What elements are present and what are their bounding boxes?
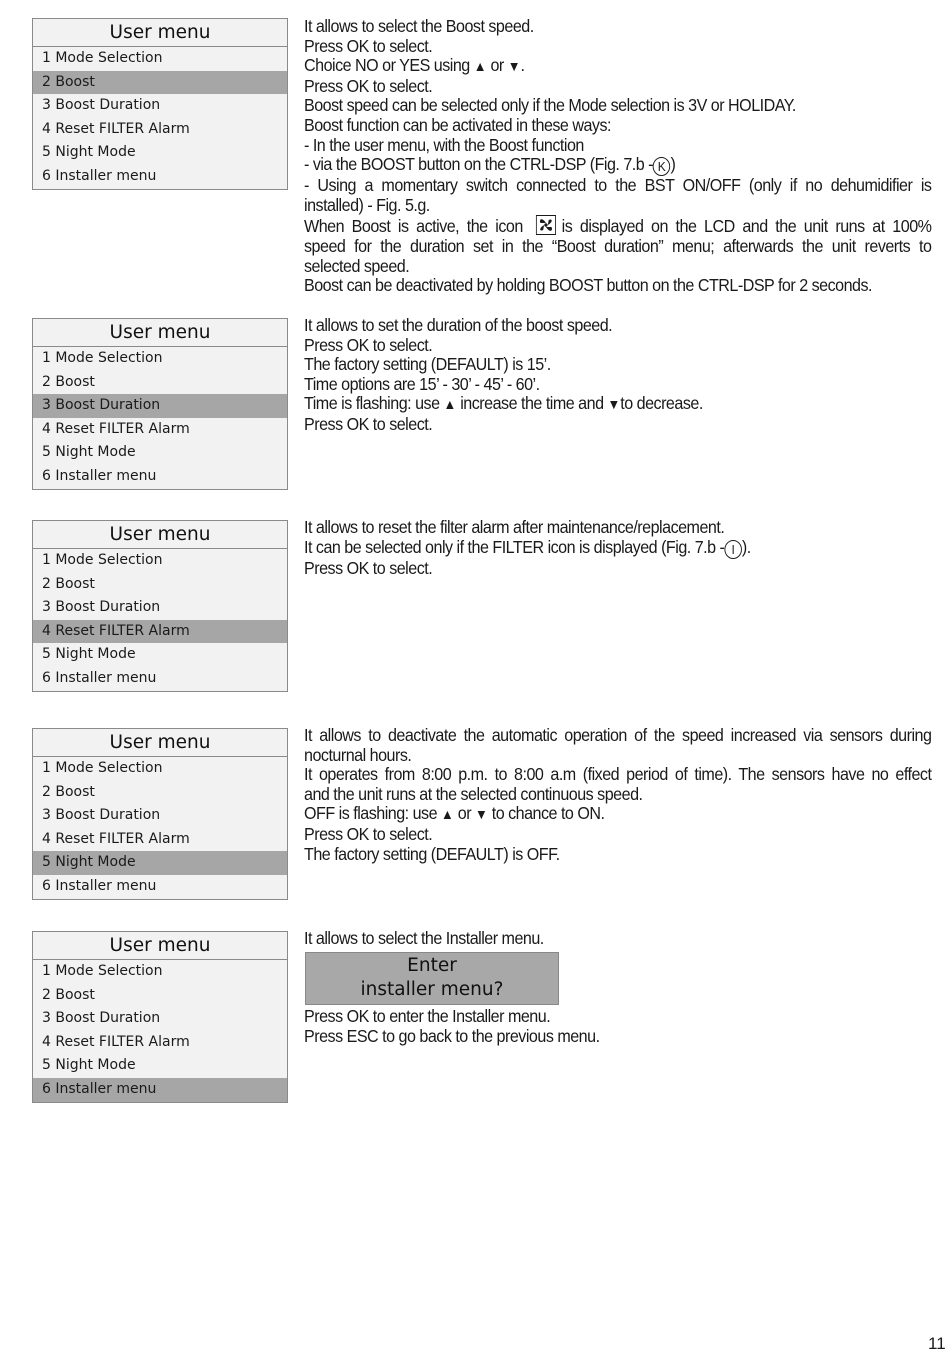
menu-item-installer-menu[interactable]: 6 Installer menu bbox=[42, 669, 157, 686]
text-line: Press OK to select. bbox=[304, 413, 433, 434]
menu-item-night-mode[interactable]: 5 Night Mode bbox=[42, 444, 136, 461]
user-menu-installer bbox=[32, 931, 288, 1103]
menu-item-installer-menu[interactable]: 6 Installer menu bbox=[42, 467, 157, 484]
text-line: Press OK to enter the Installer menu. bbox=[304, 1006, 551, 1026]
text-line: Press OK to select. bbox=[304, 35, 433, 56]
menu-item-boost[interactable]: 2 Boost bbox=[42, 373, 95, 390]
menu-title: User menu bbox=[33, 319, 287, 347]
text-line: Press OK to select. bbox=[304, 823, 433, 844]
menu-item-boost[interactable]: 2 Boost bbox=[33, 71, 287, 95]
text-line: It allows to select the Installer menu. bbox=[304, 928, 544, 948]
menu-item-mode-selection[interactable]: 1 Mode Selection bbox=[42, 760, 163, 776]
boost-description bbox=[304, 16, 932, 296]
text-line: It can be selected only if the FILTER icon is displayed (Fig. 7.b - I ). bbox=[304, 536, 751, 557]
menu-title: User menu bbox=[33, 521, 287, 549]
text-line: It allows to set the duration of the boost speed. bbox=[304, 315, 613, 335]
text-span: to chance to ON. bbox=[491, 803, 605, 824]
up-triangle-icon: ▲ bbox=[441, 806, 454, 823]
text-line: nocturnal hours. bbox=[304, 744, 412, 765]
menu-item-night-mode[interactable]: 5 Night Mode bbox=[42, 1057, 136, 1074]
menu-item-reset-filter-alarm[interactable]: 4 Reset FILTER Alarm bbox=[42, 420, 190, 437]
text-line: selected speed. bbox=[304, 255, 410, 276]
down-triangle-icon: ▼ bbox=[607, 396, 621, 413]
menu-item-installer-menu[interactable]: 6 Installer menu bbox=[42, 877, 157, 894]
text-line: Press OK to select. bbox=[304, 334, 433, 355]
menu-item-night-mode[interactable]: 5 Night Mode bbox=[33, 851, 287, 875]
menu-item-installer-menu[interactable]: 6 Installer menu bbox=[33, 1078, 287, 1102]
menu-item-night-mode[interactable]: 5 Night Mode bbox=[42, 144, 136, 161]
dialog-line: installer menu? bbox=[360, 979, 504, 1000]
menu-item-boost[interactable]: 2 Boost bbox=[42, 575, 95, 592]
text-span: to decrease. bbox=[620, 393, 703, 414]
menu-item-boost-duration[interactable]: 3 Boost Duration bbox=[42, 1010, 161, 1027]
page-number: 11 bbox=[928, 1334, 946, 1353]
text-line: Boost function can be activated in these ways: bbox=[304, 114, 611, 135]
text-span: - via the BOOST button on the CTRL-DSP (Fig. 7.b - bbox=[304, 154, 654, 175]
menu-item-boost[interactable]: 2 Boost bbox=[42, 783, 95, 800]
text-line: Boost can be deactivated by holding BOOST button on the CTRL-DSP for 2 seconds. bbox=[304, 275, 873, 296]
text-span: It can be selected only if the FILTER icon is displayed (Fig. 7.b - bbox=[304, 536, 725, 557]
text-span: is displayed on the LCD and the unit runs at 100% bbox=[561, 216, 932, 237]
text-line: and the unit runs at the selected continuous speed. bbox=[304, 783, 643, 804]
text-line: Choice NO or YES using ▲ or ▼. bbox=[304, 55, 525, 76]
menu-item-reset-filter-alarm[interactable]: 4 Reset FILTER Alarm bbox=[42, 1033, 190, 1050]
menu-item-reset-filter-alarm[interactable]: 4 Reset FILTER Alarm bbox=[42, 120, 190, 137]
menu-title: User menu bbox=[33, 729, 287, 757]
down-triangle-icon: ▼ bbox=[507, 58, 521, 75]
reset-filter-description bbox=[304, 518, 882, 578]
text-line: Press OK to select. bbox=[304, 557, 433, 578]
text-line: Press OK to select. bbox=[304, 75, 433, 96]
user-menu-boost bbox=[32, 18, 288, 190]
menu-item-mode-selection[interactable]: 1 Mode Selection bbox=[42, 350, 163, 366]
menu-item-boost[interactable]: 2 Boost bbox=[42, 986, 95, 1003]
menu-item-boost-duration[interactable]: 3 Boost Duration bbox=[42, 599, 161, 616]
text-line: It operates from 8:00 p.m. to 8:00 a.m (fixed period of time). The sensors have no effect bbox=[304, 764, 932, 785]
text-line bbox=[304, 215, 931, 237]
filter-i-icon: I bbox=[724, 540, 741, 559]
dialog-line: Enter bbox=[407, 955, 457, 976]
boost-duration-description bbox=[304, 316, 882, 435]
text-line: Time options are 15’ - 30’ - 45’ - 60’. bbox=[304, 373, 540, 394]
text-line bbox=[304, 804, 882, 825]
menu-item-mode-selection[interactable]: 1 Mode Selection bbox=[42, 963, 163, 979]
boost-k-icon: K bbox=[653, 157, 670, 176]
text-span: or bbox=[457, 803, 472, 824]
up-triangle-icon: ▲ bbox=[443, 396, 457, 413]
text-line: The factory setting (DEFAULT) is OFF. bbox=[304, 843, 560, 864]
text-line: It allows to select the Boost speed. bbox=[304, 16, 534, 36]
user-menu-night-mode bbox=[32, 728, 288, 900]
installer-description-top bbox=[304, 929, 882, 949]
menu-item-installer-menu[interactable]: 6 Installer menu bbox=[42, 167, 157, 184]
text-line: It allows to reset the filter alarm after maintenance/replacement. bbox=[304, 517, 725, 537]
fan-icon bbox=[536, 215, 556, 235]
up-triangle-icon: ▲ bbox=[473, 58, 487, 75]
menu-item-reset-filter-alarm[interactable]: 4 Reset FILTER Alarm bbox=[33, 620, 287, 644]
enter-installer-menu-dialog[interactable] bbox=[305, 952, 559, 1005]
user-menu-reset-filter bbox=[32, 520, 288, 692]
text-line bbox=[304, 394, 882, 415]
text-line: - In the user menu, with the Boost function bbox=[304, 134, 584, 155]
night-mode-description bbox=[304, 725, 932, 864]
menu-item-mode-selection[interactable]: 1 Mode Selection bbox=[42, 552, 163, 568]
menu-item-boost-duration[interactable]: 3 Boost Duration bbox=[33, 394, 287, 418]
text-line: installed) - Fig. 5.g. bbox=[304, 194, 430, 215]
text-line: - via the BOOST button on the CTRL-DSP (Fig. 7.b - K ) bbox=[304, 154, 676, 175]
menu-item-night-mode[interactable]: 5 Night Mode bbox=[42, 646, 136, 663]
text-span: OFF is flashing: use bbox=[304, 803, 438, 824]
text-line: The factory setting (DEFAULT) is 15’. bbox=[304, 354, 551, 375]
text-line: It allows to deactivate the automatic operation of the speed increased via sensors during bbox=[304, 725, 932, 745]
text-line: speed for the duration set in the “Boost duration” menu; afterwards the unit reverts to bbox=[304, 235, 932, 256]
text-span: Time is flashing: use bbox=[304, 393, 440, 414]
installer-description-bottom bbox=[304, 1007, 882, 1046]
text-span: or bbox=[490, 55, 504, 76]
menu-item-mode-selection[interactable]: 1 Mode Selection bbox=[42, 50, 163, 66]
text-span: increase the time and bbox=[460, 393, 604, 414]
menu-item-reset-filter-alarm[interactable]: 4 Reset FILTER Alarm bbox=[42, 830, 190, 847]
menu-title: User menu bbox=[33, 932, 287, 960]
menu-title: User menu bbox=[33, 19, 287, 47]
down-triangle-icon: ▼ bbox=[475, 806, 488, 823]
user-menu-boost-duration bbox=[32, 318, 288, 490]
text-line: Boost speed can be selected only if the Mode selection is 3V or HOLIDAY. bbox=[304, 95, 796, 116]
text-span: When Boost is active, the icon bbox=[304, 216, 523, 237]
text-line: - Using a momentary switch connected to the BST ON/OFF (only if no dehumidifier is bbox=[304, 175, 932, 196]
text-line: Press ESC to go back to the previous menu. bbox=[304, 1025, 600, 1046]
menu-item-boost-duration[interactable]: 3 Boost Duration bbox=[42, 807, 161, 824]
text-span: Choice NO or YES using bbox=[304, 55, 470, 76]
menu-item-boost-duration[interactable]: 3 Boost Duration bbox=[42, 97, 161, 114]
